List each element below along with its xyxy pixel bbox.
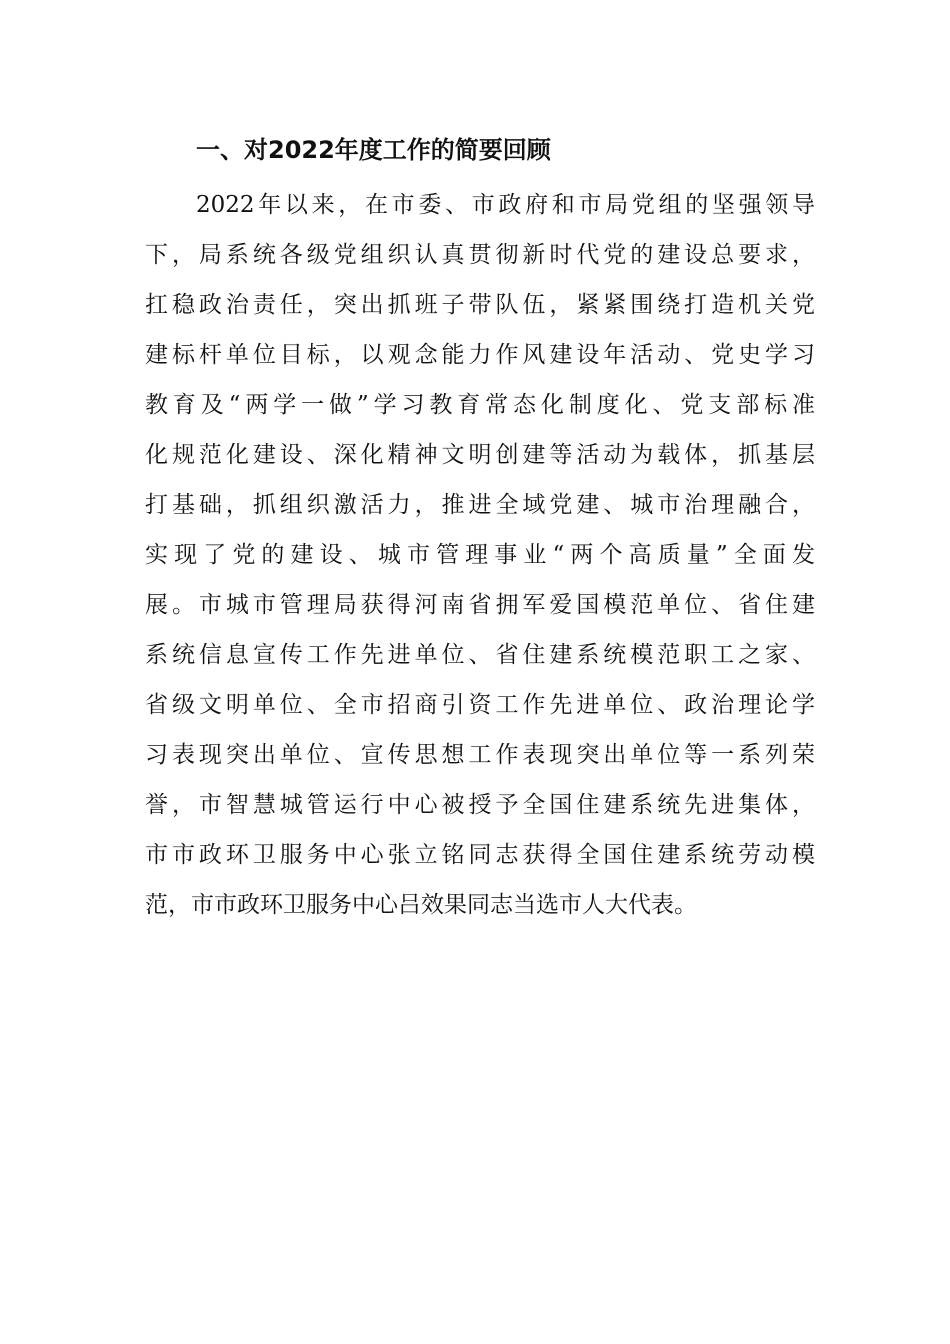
body-paragraph — [145, 180, 815, 930]
paragraph-line: 2022年以来，在市委、市政府和市局党组的坚强领导 — [196, 192, 815, 218]
paragraph-line: 实现了党的建设、城市管理事业“两个高质量”全面发 — [145, 542, 815, 568]
paragraph-line: 誉，市智慧城管运行中心被授予全国住建系统先进集体， — [145, 792, 815, 818]
paragraph-line: 打基础，抓组织激活力，推进全域党建、城市治理融合， — [145, 492, 815, 518]
paragraph-line: 系统信息宣传工作先进单位、省住建系统模范职工之家、 — [145, 642, 815, 668]
paragraph-line: 扛稳政治责任，突出抓班子带队伍，紧紧围绕打造机关党 — [145, 292, 815, 318]
section-heading: 一、对2022年度工作的简要回顾 — [196, 136, 551, 164]
paragraph-line: 化规范化建设、深化精神文明创建等活动为载体，抓基层 — [145, 442, 815, 468]
paragraph-line: 省级文明单位、全市招商引资工作先进单位、政治理论学 — [145, 692, 815, 718]
paragraph-line: 市市政环卫服务中心张立铭同志获得全国住建系统劳动模 — [145, 842, 815, 868]
paragraph-line: 下，局系统各级党组织认真贯彻新时代党的建设总要求， — [145, 242, 815, 268]
paragraph-line: 建标杆单位目标，以观念能力作风建设年活动、党史学习 — [145, 342, 815, 368]
paragraph-line: 教育及“两学一做”学习教育常态化制度化、党支部标准 — [145, 392, 815, 418]
paragraph-line: 展。市城市管理局获得河南省拥军爱国模范单位、省住建 — [145, 592, 815, 618]
paragraph-line: 习表现突出单位、宣传思想工作表现突出单位等一系列荣 — [145, 742, 815, 768]
paragraph-line: 范，市市政环卫服务中心吕效果同志当选市人大代表。 — [145, 892, 697, 918]
